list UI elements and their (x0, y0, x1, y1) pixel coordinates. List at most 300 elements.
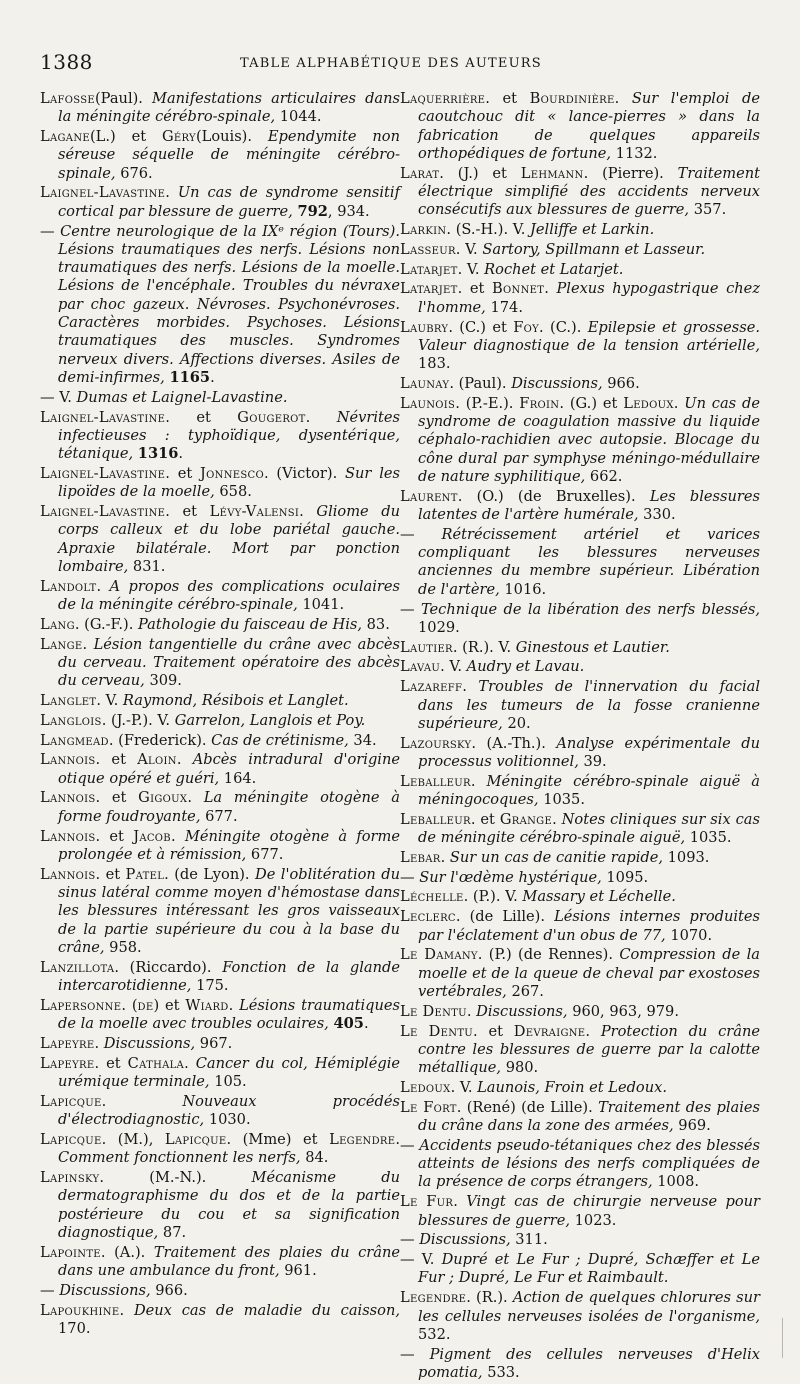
entry-text: 267. (511, 982, 544, 1000)
author-name: Lapeyre (40, 1054, 95, 1072)
author-name: Launay (400, 374, 450, 392)
entry-text: ) et (153, 996, 186, 1014)
index-entry (40, 184, 400, 221)
author-name: Ledoux (623, 394, 674, 412)
author-name: Lannois (40, 751, 96, 769)
entry-title: Méningite otogène à forme prolongée et à rémission, (58, 827, 401, 863)
entry-text: 34. (353, 731, 377, 749)
author-name: Lapointe (40, 1243, 101, 1261)
author-name: Le Damany (400, 946, 478, 964)
author-name: Lange (40, 635, 83, 653)
entry-text: . (614, 90, 632, 107)
author-name: Le Fort (400, 1098, 457, 1116)
author-name: Devraigne (513, 1022, 586, 1040)
entry-text: 1030. (208, 1111, 251, 1129)
entry-title: Vingt cas de chirurgie nerveuse pour blessures de guerre, (418, 1193, 760, 1229)
entry-title: Jelliffe et Larkin. (530, 221, 655, 239)
index-entry (400, 1289, 760, 1344)
entry-text: — V. (400, 1251, 442, 1269)
entry-title: Deux cas de maladie du caisson, (133, 1301, 400, 1319)
entry-title: Gliome du corps calleux et du lobe pariétal gauche. Apraxie bilatérale. Mort par ponction lombaire, (58, 503, 401, 575)
author-name: Jonnesco (200, 464, 264, 482)
entry-text: . (C.) et (448, 318, 514, 336)
entry-text: . (305, 408, 337, 426)
author-name: Lapicque (40, 1130, 102, 1148)
entry-title: Méningite cérébro-spinale aiguë à méningocoques, (418, 772, 760, 808)
index-entry (40, 1035, 400, 1053)
entry-text: . (453, 1193, 467, 1211)
entry-text: . V. (457, 260, 485, 278)
entry-title: Discussions, (511, 374, 608, 392)
entry-text: 311. (515, 1231, 548, 1249)
entry-text: . (299, 503, 317, 521)
author-name: Froin (519, 394, 560, 412)
entry-text: 532. (418, 1325, 451, 1343)
entry-title: Action de quelques chlorures sur les cellules nerveuses isolées de l'organisme, (418, 1289, 760, 1325)
entry-title: Protection du crâne contre les blessures de guerre par la calotte métallique, (418, 1022, 760, 1077)
author-name: Lapersonne (40, 996, 122, 1014)
index-entry (400, 1079, 760, 1097)
entry-text: . (673, 394, 685, 412)
entry-text: — (40, 1281, 60, 1299)
entry-title: Plexus hypogastrique chez l'homme, (418, 280, 761, 316)
entry-text: 831. (132, 557, 166, 575)
index-entry (40, 503, 400, 576)
page-ref-bold: 1316 (137, 445, 179, 463)
index-entry (400, 908, 760, 945)
entry-text: 309. (149, 672, 182, 690)
entry-text: . (G.-F.). (74, 615, 139, 633)
index-entry (40, 1131, 400, 1168)
entry-title: Traitement des plaies du crâne dans une ambulance du front, (58, 1243, 400, 1279)
entry-title: Notes cliniques sur six cas de méningite cérébro-spinale aiguë, (418, 810, 760, 847)
author-name: Lang (40, 615, 75, 633)
entry-text: (Paul). (94, 90, 153, 107)
index-entry (40, 1093, 400, 1130)
entry-title: La méningite otogène à forme foudroyante, (58, 789, 400, 825)
author-name: Lehmann (520, 164, 584, 182)
author-name: Langlet (40, 692, 97, 709)
index-entry (400, 1346, 760, 1383)
index-column-right (400, 90, 760, 1384)
index-entry (40, 1244, 400, 1281)
index-entry (40, 1169, 400, 1242)
author-name: Lazareff (400, 678, 463, 696)
margin-pencil-mark (782, 1318, 783, 1358)
author-name: Laquerrière (400, 90, 486, 107)
entry-text: . et (470, 810, 500, 828)
author-name: Le Dentu (400, 1022, 474, 1040)
page-ref-bold: 792 (297, 202, 328, 220)
entry-text: 1008. (657, 1173, 700, 1191)
author-name: Lagane (40, 128, 90, 146)
entry-title: Les blessures latentes de l'artère humérale, (418, 487, 760, 524)
entry-title: Névrites infectieuses : typhoïdique, dysentérique, tétanique, (58, 408, 400, 463)
index-entry (40, 959, 400, 996)
entry-text: 1029. (418, 618, 460, 636)
entry-text: 170. (58, 1319, 91, 1337)
entry-text: 83. (366, 615, 390, 633)
index-entry (40, 578, 400, 615)
entry-text: . V. (450, 1078, 478, 1096)
entry-title: Mécanisme du dermatographisme du dos et de la partie postérieure du cou et sa signification diagnostique, (58, 1168, 400, 1241)
entry-text: . (187, 789, 204, 807)
entry-text: . (R.). (466, 1289, 513, 1307)
index-entry (400, 90, 760, 163)
entry-text: 1070. (670, 926, 713, 944)
author-name: Bourdinière (529, 90, 615, 107)
index-entry (400, 658, 760, 676)
index-entry (400, 1193, 760, 1230)
entry-text: . et (165, 464, 201, 482)
entry-text: . et (95, 751, 138, 769)
entry-text: — (400, 525, 442, 543)
entry-text: . (A.). (100, 1243, 154, 1261)
entry-text: . (96, 577, 110, 595)
index-entry (40, 828, 400, 865)
index-entry (400, 165, 760, 220)
entry-text: . (184, 1054, 196, 1072)
entry-text: 1095. (606, 868, 649, 886)
entry-title: Discussions, (103, 1034, 200, 1052)
index-entry (400, 526, 760, 599)
entry-title: Lésions internes produites par l'éclatement d'un obus de 77, (418, 908, 761, 944)
entry-title: Raymond, Résibois et Langlet. (122, 692, 349, 709)
entry-text: 1093. (667, 848, 710, 866)
entry-text: . V. (96, 692, 123, 709)
entry-text: . et (94, 1054, 128, 1072)
entry-title: Nouveaux procédés d'électrodiagnostic, (58, 1092, 401, 1129)
author-name: Aloin (137, 751, 177, 769)
entry-text: . (466, 1002, 477, 1020)
author-name: Lautier (400, 638, 453, 656)
author-name: Lévy-Valensi (209, 503, 300, 521)
entry-text: — (400, 1136, 420, 1154)
entry-text: . (Frederick). (108, 731, 212, 749)
index-entry (400, 869, 760, 887)
entry-title: Manifestations articulaires dans la méningite cérébro-spinale, (58, 90, 400, 126)
entry-title: Cancer du col, Hémiplégie urémique terminale, (58, 1054, 400, 1090)
entry-text: . (M.), (101, 1130, 165, 1148)
entry-title: Dupré et Le Fur ; Dupré, Schæffer et Le Fur ; Dupré, Le Fur et Raimbault. (418, 1251, 760, 1287)
author-name: Le Dentu (400, 1002, 467, 1020)
entry-text: — V. (40, 388, 77, 406)
index-entry (40, 1282, 400, 1300)
running-title: TABLE ALPHABÉTIQUE DES AUTEURS (240, 56, 542, 71)
entry-text: . (G.) et (559, 394, 624, 412)
index-entry (40, 1055, 400, 1092)
entry-title: Un cas de syndrome de coagulation massive du liquide céphalo-rachidien avec autopsie. Blocage du cône dural par symphyse méningo-médullaire de nature syphilitique, (418, 394, 760, 485)
author-name: Latarjet (400, 280, 458, 298)
entry-text: . (395, 1130, 400, 1148)
entry-text: (Louis). (195, 128, 268, 146)
entry-text: . et (95, 865, 126, 883)
author-name: Legendre (400, 1289, 467, 1307)
entry-title: Technique de la libération des nerfs blessés, (420, 600, 761, 618)
entry-title: Garrelon, Langlois et Poy. (174, 711, 366, 729)
entry-text: — (40, 222, 61, 240)
entry-text: . (210, 368, 215, 386)
author-name: Lebar (400, 848, 441, 866)
entry-text: . (S.-H.). V. (446, 221, 531, 239)
entry-title: Pathologie du faisceau de His, (138, 615, 367, 633)
index-entry (40, 616, 400, 634)
entry-text: . (Victor). (263, 464, 346, 482)
author-name: Launois (400, 394, 456, 412)
entry-title: Comment fonctionnent les nerfs, (58, 1149, 306, 1167)
entry-text: . et (95, 789, 139, 807)
entry-text: . (585, 1022, 601, 1040)
author-name: Lafosse (40, 90, 95, 107)
entry-text: . (440, 848, 450, 866)
author-name: Laubry (400, 318, 449, 336)
entry-title: Lésion tangentielle du crâne avec abcès du cerveau. Traitement opératoire des abcès du cerveau, (58, 635, 401, 690)
entry-text: . (170, 827, 185, 845)
entry-text: . V. (455, 240, 483, 258)
entry-text: 183. (418, 355, 451, 373)
author-name: Lapicque (164, 1130, 227, 1148)
entry-text: — (400, 868, 420, 886)
author-name: Lapeyre (40, 1034, 95, 1052)
entry-text: 966. (155, 1281, 188, 1299)
index-column-left (40, 90, 400, 1340)
index-entry (400, 811, 760, 848)
entry-text: . et (165, 408, 238, 426)
entry-text: . (119, 1301, 134, 1319)
index-entry (400, 1251, 760, 1288)
index-entry (40, 1302, 400, 1339)
index-entry (400, 1099, 760, 1136)
index-entry (40, 389, 400, 407)
entry-text: . et (485, 90, 530, 107)
entry-title: Fonction de la glande intercarotidienne, (58, 958, 400, 994)
index-entry (400, 1231, 760, 1249)
entry-title: Sur l'emploi de caoutchouc dit « lance-pierres » dans la fabrication de quelques appareils orthopédiques de fortune, (418, 90, 761, 162)
entry-title: Dumas et Laignel-Lavastine. (76, 388, 288, 406)
entry-title: Ependymite non séreuse séquelle de méningite cérébro-spinale, (58, 128, 400, 182)
entry-text: . (178, 445, 184, 463)
author-name: Larat (400, 164, 440, 182)
entry-title: Un cas de syndrome sensitif cortical par blessure de guerre, (58, 184, 400, 220)
entry-text: . (de Lyon). (164, 865, 255, 883)
entry-text: 20. (507, 714, 531, 732)
entry-text: — (400, 1345, 430, 1363)
entry-title: Analyse expérimentale du processus volitionnel, (418, 734, 760, 770)
author-name: Lavau (400, 658, 441, 676)
index-entry (400, 395, 760, 486)
entry-title: Massary et Léchelle. (522, 888, 676, 906)
index-entry (40, 751, 400, 788)
index-entry (40, 128, 400, 183)
author-name: Lannois (40, 865, 96, 883)
index-entry (400, 849, 760, 867)
index-entry (400, 488, 760, 525)
entry-text: (L.) et (89, 128, 162, 146)
entry-text: 980. (505, 1059, 539, 1077)
entry-title: Ginestous et Lautier. (515, 638, 670, 656)
entry-title: Traitement électrique simplifié des accidents nerveux consécutifs aux blessures de guerre, (418, 164, 760, 219)
entry-text: . (165, 184, 178, 202)
entry-text: 164. (223, 769, 257, 787)
entry-text: . ( (121, 996, 138, 1014)
entry-text: 1132. (615, 144, 658, 162)
index-entry (400, 1003, 760, 1021)
entry-title: Discussions, (59, 1281, 156, 1299)
index-entry (40, 223, 400, 388)
author-name: Laignel-Lavastine (40, 464, 166, 482)
entry-text: . (470, 772, 487, 790)
index-entry (40, 409, 400, 464)
author-name: Lanzillota (40, 958, 115, 976)
entry-text: 1016. (504, 580, 547, 598)
index-entry (40, 692, 400, 710)
entry-title: A propos des complications oculaires de la méningite cérébro-spinale, (58, 577, 400, 614)
entry-text: 676. (120, 164, 153, 182)
entry-text: 533. (487, 1363, 520, 1381)
entry-title: Discussions, (419, 1231, 516, 1249)
entry-text: . (O.) (de Bruxelles). (457, 487, 650, 505)
entry-text: 969. (678, 1117, 711, 1135)
entry-text: . (de Lille). (455, 908, 555, 926)
entry-text: . (C.). (539, 318, 588, 336)
entry-text: . et (457, 280, 492, 298)
author-name: Lasseur (400, 240, 456, 258)
entry-text: . (Riccardo). (114, 958, 223, 976)
author-name: Le Fur (400, 1193, 454, 1211)
entry-text: 1035. (543, 790, 585, 808)
entry-text: . (94, 1034, 104, 1052)
author-name: Léchelle (400, 888, 464, 906)
entry-text: . (Mme) et (226, 1130, 330, 1148)
entry-title: De l'oblitération du sinus latéral comme moyen d'hémostase dans les blessures intéressant les gros vaisseaux de la partie supérieure du cou à la base du crâne, (58, 865, 400, 956)
author-name: Langmead (40, 731, 109, 749)
entry-text: 966. (607, 374, 640, 392)
entry-text: 658. (219, 483, 252, 501)
author-name: Landolt (40, 577, 97, 595)
entry-text: 662. (589, 467, 623, 485)
index-entry (400, 375, 760, 393)
index-entry (400, 601, 760, 638)
entry-title: Sur un cas de canitie rapide, (449, 848, 668, 866)
entry-text: 1041. (302, 596, 345, 614)
entry-text: . (A.-Th.). (471, 734, 557, 752)
entry-text: 174. (490, 298, 523, 316)
entry-text: . (552, 810, 562, 828)
index-entry (400, 241, 760, 259)
author-name: Lapinsky (40, 1168, 100, 1186)
index-entry (400, 678, 760, 733)
author-name: Gigoux (138, 789, 188, 807)
author-name: de (137, 996, 154, 1014)
entry-text: . et (95, 827, 134, 845)
entry-title: Accidents pseudo-tétaniques chez des blessés atteints de lésions des nerfs compliquées de la présence de corps étrangers, (418, 1136, 761, 1191)
entry-title: Rochet et Latarjet. (484, 260, 624, 278)
entry-text: . (363, 1015, 369, 1033)
index-entry (400, 735, 760, 772)
index-entry (400, 1137, 760, 1192)
index-entry (400, 261, 760, 279)
entry-text: . (René) (de Lille). (456, 1098, 599, 1116)
entry-text: . (101, 1092, 183, 1110)
index-entry (400, 639, 760, 657)
entry-text: . (P.) (de Rennes). (477, 946, 620, 964)
index-entry (400, 946, 760, 1001)
index-entry (40, 712, 400, 730)
entry-text: . (176, 751, 193, 769)
entry-text: 677. (250, 845, 284, 863)
index-entry (400, 773, 760, 810)
entry-text: 677. (205, 807, 238, 825)
entry-text: 175. (196, 976, 229, 994)
entry-text: 967. (199, 1034, 233, 1052)
author-name: Larkin (400, 221, 447, 239)
entry-text: . V. (440, 658, 467, 676)
index-entry (40, 465, 400, 502)
entry-text: . et (165, 503, 210, 521)
index-entry (40, 866, 400, 957)
index-entry (40, 997, 400, 1034)
author-name: Latarjet (400, 260, 458, 278)
entry-text: , 934. (327, 202, 370, 220)
author-name: Laurent (400, 487, 458, 505)
index-entry (40, 732, 400, 750)
entry-text: . (544, 280, 557, 298)
author-name: Langlois (40, 711, 102, 729)
entry-text: . (228, 996, 240, 1014)
index-entry (400, 319, 760, 374)
author-name: Lannois (40, 789, 96, 807)
author-name: Patel (125, 865, 165, 883)
entry-text: 84. (305, 1149, 329, 1167)
index-entry (400, 221, 760, 239)
entry-text: . (J.-P.). V. (101, 711, 175, 729)
entry-title: Sartory, Spillmann et Lasseur. (482, 240, 706, 258)
entry-title: Sur les lipoïdes de la moelle, (58, 464, 400, 501)
author-name: Gougerot (237, 408, 306, 426)
author-name: Legendre (329, 1130, 396, 1148)
page-ref-bold: 405 (333, 1015, 364, 1033)
entry-title: Pigment des cellules nerveuses d'Helix pomatia, (418, 1345, 760, 1381)
page-ref-bold: 1165 (169, 368, 211, 386)
author-name: Leclerc (400, 908, 456, 926)
entry-text: 330. (643, 506, 676, 524)
author-name: Cathala (127, 1054, 185, 1072)
page-number: 1388 (40, 50, 93, 74)
author-name: Bonnet (492, 280, 545, 298)
entry-title: Sur l'œdème hystérique, (419, 868, 607, 886)
entry-text: 1035. (689, 829, 732, 847)
entry-title: Discussions, (476, 1002, 573, 1020)
author-name: Jacob (133, 827, 171, 845)
author-name: Laignel-Lavastine (40, 503, 166, 521)
entry-title: Abcès intradural d'origine otique opéré et guéri, (58, 751, 400, 787)
entry-title: Launois, Froin et Ledoux. (477, 1078, 667, 1096)
entry-text: 958. (109, 938, 142, 956)
entry-text: . (462, 678, 479, 696)
entry-text: . (Pierre). (583, 164, 678, 182)
index-entry (400, 1023, 760, 1078)
author-name: Foy (513, 318, 540, 336)
page-header (40, 50, 760, 80)
entry-text: 87. (162, 1223, 187, 1241)
entry-title: Rétrécissement artériel et varices compliquant les blessures nerveuses anciennes du membre supérieur. Libération de l'artère, (418, 525, 761, 598)
entry-text: 105. (214, 1072, 247, 1090)
entry-text: — (400, 1231, 420, 1249)
author-name: Lannois (40, 827, 96, 845)
author-name: Lapoukhine (40, 1301, 120, 1319)
entry-text: 39. (583, 752, 607, 770)
entry-text: . (Paul). (449, 374, 512, 392)
